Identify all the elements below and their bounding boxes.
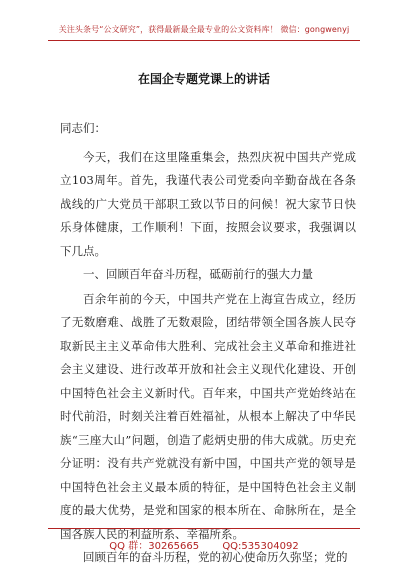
page-header-banner: 关注头条号“公文研究”，获得最新最全最专业的公文资料库！ 微信：gongwenyj xyxy=(58,25,350,34)
document-title: 在国企专题党课上的讲话 xyxy=(137,72,270,86)
salutation: 同志们： xyxy=(60,121,106,135)
header-divider xyxy=(48,40,360,41)
section-heading: 一、回顾百年奋斗历程，砥砺前行的强大力量 xyxy=(83,267,313,281)
paragraph-review: 回顾百年的奋斗历程，党的初心使命历久弥坚；党的 xyxy=(83,550,348,564)
footer-qq: QQ:535304092 xyxy=(222,541,299,552)
footer-qq-group: QQ 群：30265665 xyxy=(109,541,200,552)
paragraph-opening: 今天，我们在这里隆重集会，热烈庆祝中国共产党成立103周年。首先，我谨代表公司党委向辛勤奋战在各条战线的广大党员干部职工致以节日的问候！祝大家节日快乐身体健康，工作顺利！下面，按照会议要求，我强调以下几点。 xyxy=(60,149,356,258)
paragraph-history: 百余年前的今天，中国共产党在上海宣告成立，经历了无数磨难、战胜了无数艰险，团结带领全国各族人民夺取新民主主义革命伟大胜利、完成社会主义革命和推进社会主义建设、进行改革开放和社会主义现代化建设、开创中国特色社会主义新时代。百年来，中国共产党始终站在时代前沿，时刻关注着百姓福祉，从根本上解决了中华民族“三座大山”问题，创造了彪炳史册的伟大成就。历史充分证明：没有共产党就没有新中国，中国共产党的领导是中国特色社会主义最本质的特征，是中国特色社会主义制度的最大优势，是党和国家的根本所在、命脉所在，是全国各族人民的利益所系、幸福所系。 xyxy=(60,291,356,541)
footer-divider xyxy=(48,528,360,529)
page-footer xyxy=(0,537,408,552)
document-body xyxy=(60,117,356,570)
